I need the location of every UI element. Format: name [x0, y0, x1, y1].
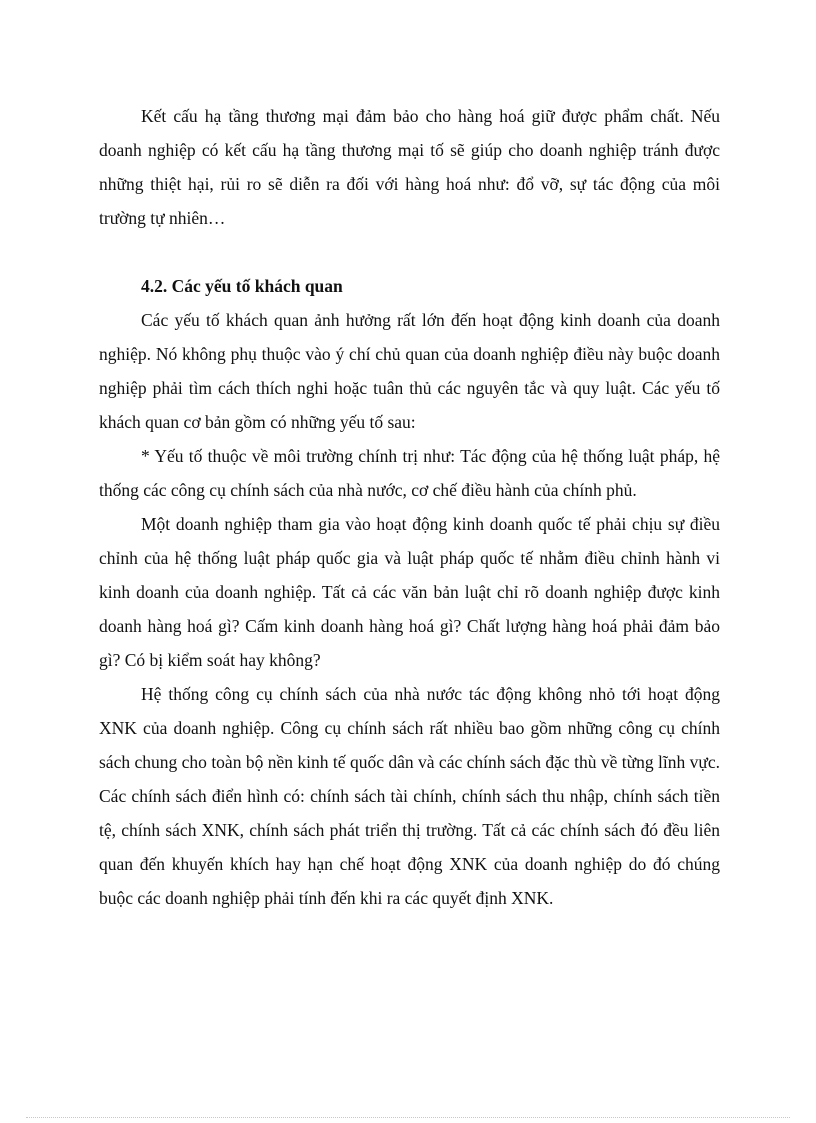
page-footer-divider — [26, 1117, 790, 1118]
paragraph-policy-tools: Hệ thống công cụ chính sách của nhà nước tác động không nhỏ tới hoạt động XNK của doanh nghiệp. Công cụ chính sách rất nhiều bao gồm những công cụ chính sách chung cho toàn bộ nền kinh tế quốc dân và các chính sách đặc thù về từng lĩnh vực. Các chính sách điển hình có: chính sách tài chính, chính sách thu nhập, chính sách tiền tệ, chính sách XNK, chính sách phát triển thị trường. Tất cả các chính sách đó đều liên quan đến khuyến khích hay hạn chế hoạt động XNK của doanh nghiệp do đó chúng buộc các doanh nghiệp phải tính đến khi ra các quyết định XNK. — [99, 684, 720, 908]
section-heading-objective-factors: 4.2. Các yếu tố khách quan — [141, 276, 343, 296]
paragraph-infrastructure: Kết cấu hạ tầng thương mại đảm bảo cho hàng hoá giữ được phẩm chất. Nếu doanh nghiệp có kết cấu hạ tầng thương mại tố sẽ giúp cho doanh nghiệp tránh được những thiệt hại, rủi ro sẽ diễn ra đối với hàng hoá như: đổ vỡ, sự tác động của môi trường tự nhiên… — [99, 106, 720, 228]
paragraph-legal-regulation: Một doanh nghiệp tham gia vào hoạt động kinh doanh quốc tế phải chịu sự điều chỉnh của hệ thống luật pháp quốc gia và luật pháp quốc tế nhằm điều chỉnh hành vi kinh doanh của doanh nghiệp. Tất cả các văn bản luật chỉ rõ doanh nghiệp được kinh doanh hàng hoá gì? Cấm kinh doanh hàng hoá gì? Chất lượng hàng hoá phải đảm bảo gì? Có bị kiểm soát hay không? — [99, 514, 720, 670]
paragraph-spacer — [99, 235, 720, 269]
document-body — [99, 99, 720, 915]
paragraph-political-environment: * Yếu tố thuộc về môi trường chính trị như: Tác động của hệ thống luật pháp, hệ thống các công cụ chính sách của nhà nước, cơ chế điều hành của chính phủ. — [99, 446, 720, 500]
paragraph-objective-factors-intro: Các yếu tố khách quan ảnh hưởng rất lớn đến hoạt động kinh doanh của doanh nghiệp. Nó không phụ thuộc vào ý chí chủ quan của doanh nghiệp điều này buộc doanh nghiệp phải tìm cách thích nghi hoặc tuân thủ các nguyên tắc và quy luật. Các yếu tố khách quan cơ bản gồm có những yếu tố sau: — [99, 310, 720, 432]
